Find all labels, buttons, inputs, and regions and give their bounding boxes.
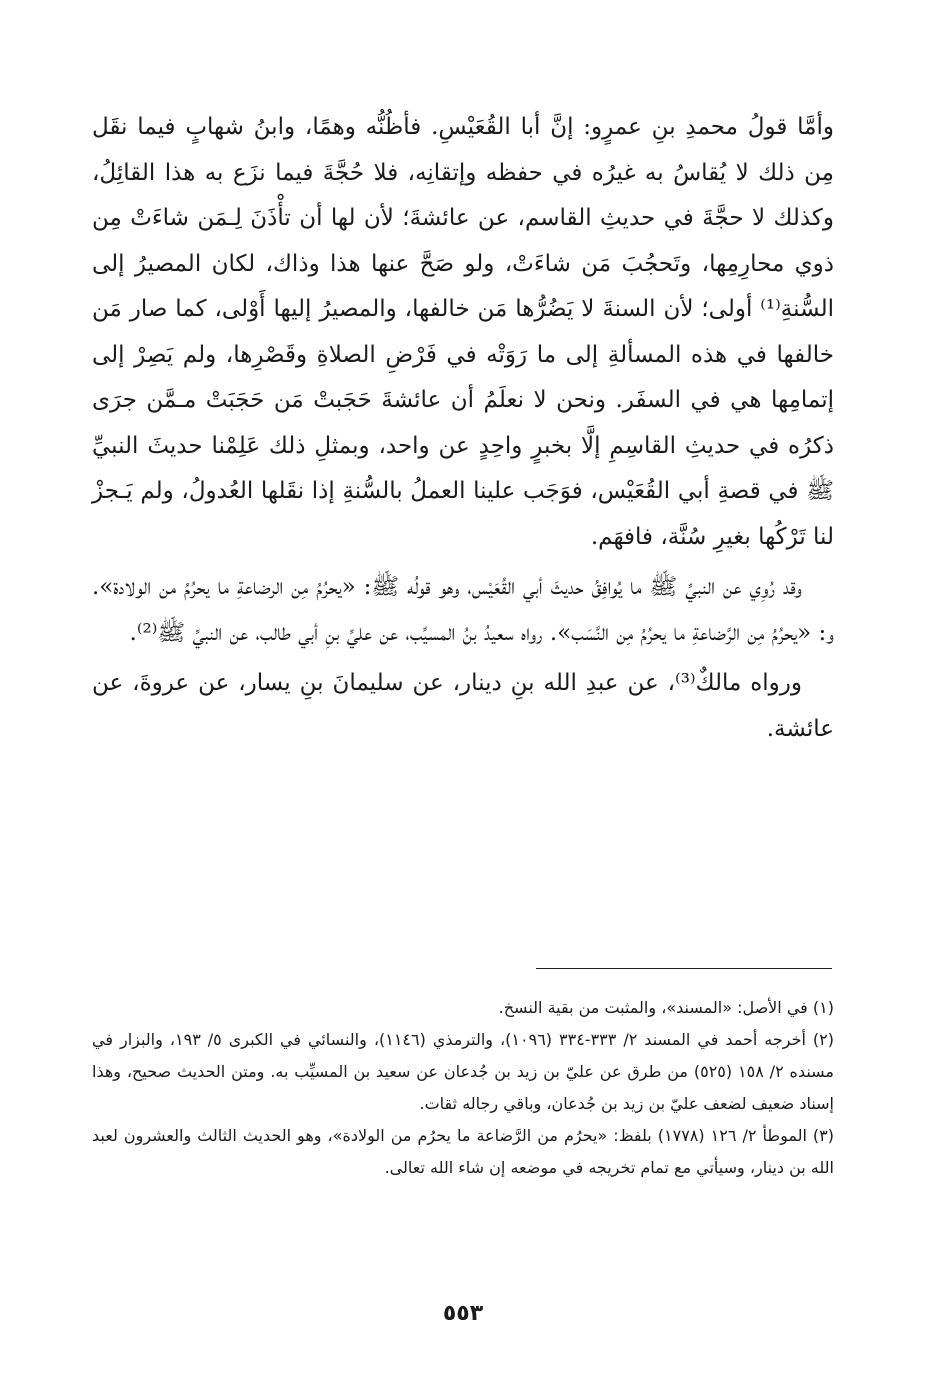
body-paragraph: ورواه مالكٌ⁽³⁾، عن عبدِ الله بنِ دينار، عن سليمانَ بنِ يسار، عن عروةَ، عن عائشة. [92,670,834,742]
main-text [92,105,834,752]
body-paragraph: وأمَّا قولُ محمدِ بنِ عمرٍو: إنَّ أبا القُعَيْسِ. فأظُنُّه وهمًا، وابنُ شهابٍ فيما نقَل مِن ذلك لا يُقاسُ به غيرُه في حفظه وإتقانِه، فلا حُجَّةَ فيما نزَع به هذا القائِلُ، وكذلك لا حجَّةَ في حديثِ القاسم، عن عائشةَ؛ لأن لها أن تأْذَنَ لِـمَن شاءَتْ مِن ذوي محارِمِها، وتَحجُبَ مَن شاءَتْ، ولو صَحَّ عنها هذا وذاك، لكان المصيرُ إلى السُّنةِ⁽¹⁾ أولى؛ لأن السنةَ لا يَضُرُّها مَن خالفها، والمصيرُ إليها أَوْلى، كما صار مَن خالفها في هذه المسألةِ إلى ما رَوَتْه في فَرْضِ الصلاةِ وقَصْرِها، ولم يَصِرْ إلى إتمامِها هي في السفَر. ونحن لا نعلَمُ أن عائشةَ حَجَبتْ مَن حَجَبَتْ مـمَّن جرَى ذكرُه في حديثِ القاسِمِ إلَّا بخبرٍ واحِدٍ عن واحد، وبمثلِ ذلك عَلِمْنا حديثَ النبيِّ ﷺ في قصةِ أبي القُعَيْس، فوَجَب علينا العملُ بالسُّنةِ إذا نقَلها العُدولُ، ولم يَـجزْ لنا تَرْكُها بغيرِ سُنَّة، فافهَم. [92,114,834,550]
page-number: ٥٥٣ [442,1301,484,1326]
book-page [92,105,834,1345]
footnote-divider [536,968,832,969]
footnote-3: (٣) الموطأ ٢/ ١٢٦ (١٧٧٨) بلفظ: «يحرُم من الرَّضاعة ما يحرُم من الولادة»، وهو الحديث الثالث والعشرون لعبد الله بن دينار، وسيأتي مع تمام تخريجه في موضعه إن شاء الله تعالى. [92,1126,835,1177]
footnotes [92,992,834,1184]
footnote-1: (١) في الأصل: «المسند»، والمثبت من بقية النسخ. [498,998,834,1017]
body-paragraph: وقد رُوِي عن النبيِّ ﷺ ما يُوافِقُ حديثَ أبي القُعَيْس، وهو قولُه ﷺ: «يحرُمُ مِن الرضاعةِ ما يحرُمُ من الولادة». و: «يحرُمُ مِن الرَّضاعةِ ما يحرُمُ مِن النَّسَب». رواه سعيدُ بنُ المسيِّب، عن عليِّ بنِ أبي طالب، عن النبيِّ ﷺ⁽²⁾. [92,574,834,646]
footnote-2: (٢) أخرجه أحمد في المسند ٢/ ٣٣٣-٣٣٤ (١٠٩٦)، والترمذي (١١٤٦)، والنسائي في الكبرى ٥/ ١٩٣، والبزار في مسنده ٢/ ١٥٨ (٥٢٥) من طرق عن عليّ بن زيد بن جُدعان عن سعيد بن المسيِّب به. ومتن الحديث صحيح، وهذا إسناد ضعيف لضعف عليّ بن زيد بن جُدعان، وباقي رجاله ثقات. [92,1030,835,1113]
